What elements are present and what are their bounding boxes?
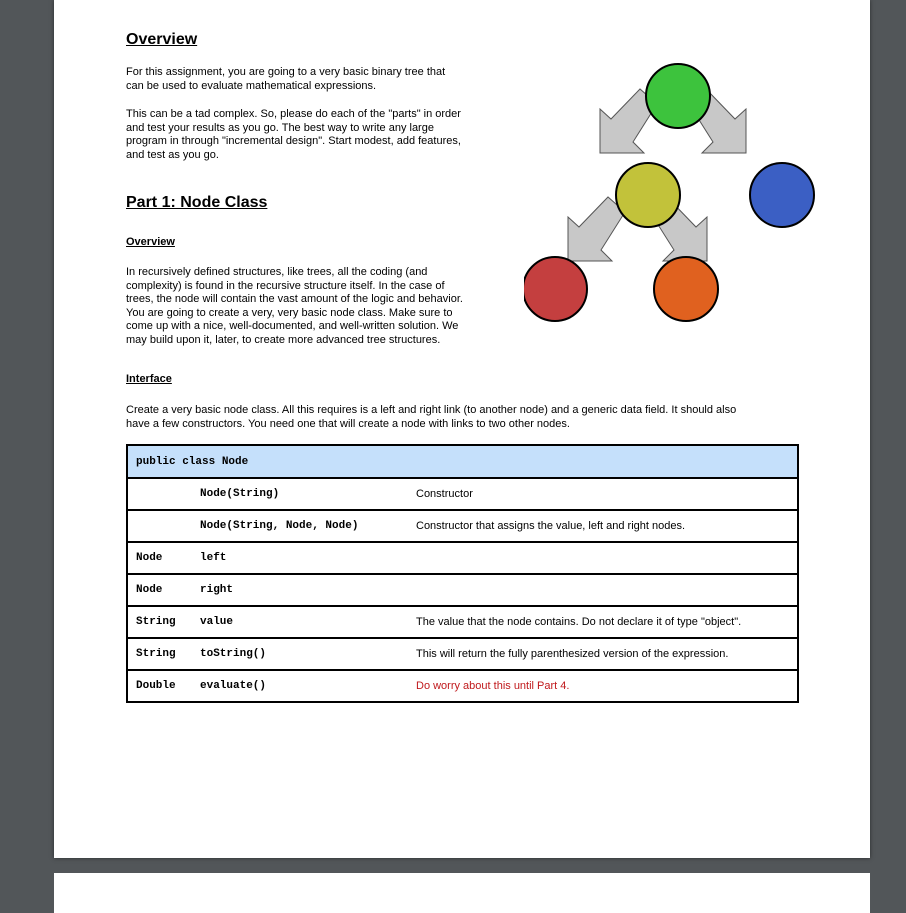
table-row [127,606,798,638]
table-row [127,670,798,702]
table-row [127,478,798,510]
next-page [54,873,870,913]
arrow-left-leftleft [568,197,625,261]
member-description: This will return the fully parenthesized version of the expression. [416,648,729,660]
member-description: The value that the node contains. Do not declare it of type "object". [416,616,742,628]
class-declaration: public class Node [136,455,249,468]
member-name: right [200,584,234,596]
member-description: Constructor that assigns the value, left and right nodes. [416,520,686,532]
member-type: Node [136,552,163,564]
member-type: Double [136,680,176,692]
text-line: and test your results as you go. The best way to write any large [126,121,434,134]
overview-paragraph-2 [126,108,461,162]
text-line: For this assignment, you are going to a very basic binary tree that [126,66,446,78]
member-name: Node(String, Node, Node) [200,520,359,532]
text-line: may build upon it, later, to create more advanced tree structures. [126,333,441,346]
member-name: toString() [200,648,267,660]
tree-node-right [750,163,814,227]
member-description: Do worry about this until Part 4. [416,680,570,692]
node-interface-table [126,444,799,703]
table-row [127,542,798,574]
part1-heading: Part 1: Node Class [126,194,268,211]
text-line: trees, the node will contain the vast amount of the logic and behavior. [126,293,463,306]
member-type: Node [136,584,163,596]
interface-subheading: Interface [126,373,172,385]
part1-overview-paragraph [126,266,463,348]
table-row [127,574,798,606]
overview-heading: Overview [126,31,198,48]
text-line: and test as you go. [126,148,219,161]
overview-paragraph-1 [126,66,445,93]
member-type: String [136,648,176,660]
text-line: complexity) is found in the recursive structure itself. In the case of [126,279,445,292]
table-header-cell [127,445,798,478]
tree-node-left-right [654,257,718,321]
tree-node-left-left [524,257,587,321]
document-page [54,0,870,858]
table-row [127,510,798,542]
text-line: can be used to evaluate mathematical expressions. [126,79,377,92]
text-line: In recursively defined structures, like trees, all the coding (and [126,266,428,278]
member-name: evaluate() [200,680,267,692]
text-line: Create a very basic node class. All this requires is a left and right link (to another node) and a generic data field. It should also [126,404,737,416]
member-description: Constructor [416,488,473,500]
text-line: This can be a tad complex. So, please do each of the "parts" in order [126,108,461,120]
member-name: left [200,552,227,564]
tree-node-root [646,64,710,128]
part1-overview-subheading: Overview [126,236,175,248]
member-type: String [136,616,176,628]
table-header-row [127,445,798,478]
tree-node-left [616,163,680,227]
text-line: have a few constructors. You need one that will create a node with links to two other nodes. [126,417,570,430]
text-line: come up with a nice, well-documented, and well-written solution. We [126,320,459,333]
table-row [127,638,798,670]
interface-paragraph [126,404,736,431]
binary-tree-diagram [524,56,854,346]
text-line: You are going to create a very, very basic node class. Make sure to [126,306,453,319]
text-line: program in through "incremental design". Start modest, add features, [126,135,461,148]
member-name: Node(String) [200,488,280,500]
member-name: value [200,616,234,628]
